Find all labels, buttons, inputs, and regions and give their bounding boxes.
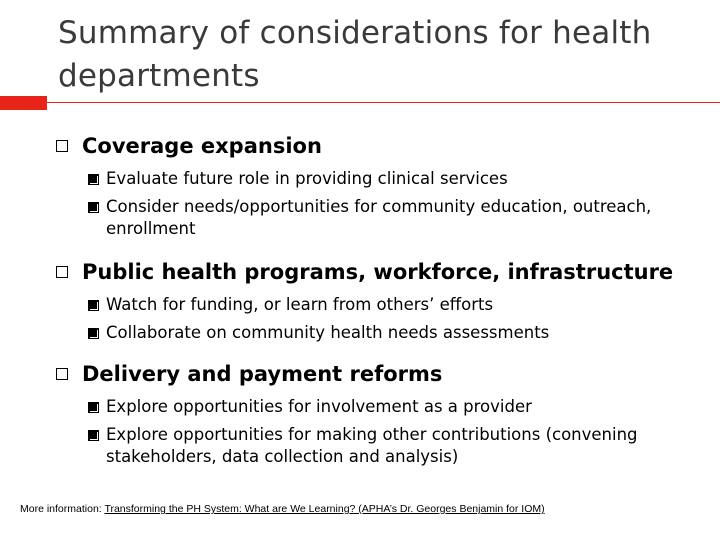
title-divider-line <box>47 102 720 103</box>
section-heading: Coverage expansion <box>82 134 322 158</box>
footer-prefix: More information: <box>20 503 105 515</box>
section-public-health-programs <box>0 258 720 344</box>
sub-bullet <box>88 196 698 240</box>
section-heading-row <box>0 360 720 390</box>
footer-reference-link[interactable]: Transforming the PH System: What are We Learning? (APHA’s Dr. Georges Benjamin for IOM) <box>104 503 545 515</box>
filled-square-bullet-icon <box>88 430 99 441</box>
hollow-square-bullet-icon <box>56 368 68 380</box>
sub-bullet <box>88 294 698 316</box>
section-delivery-payment-reforms <box>0 360 720 468</box>
sub-bullet <box>88 424 698 468</box>
filled-square-bullet-icon <box>88 202 99 213</box>
sub-bullet <box>88 168 698 190</box>
sub-bullet-text: Explore opportunities for involvement as a provider <box>106 397 532 416</box>
sub-bullet <box>88 396 698 418</box>
sub-bullet-text: Watch for funding, or learn from others’ efforts <box>106 295 494 314</box>
filled-square-bullet-icon <box>88 300 99 311</box>
sub-bullet-text: Consider needs/opportunities for community education, outreach, enrollment <box>106 197 652 238</box>
section-heading: Public health programs, workforce, infrastructure <box>82 260 674 284</box>
filled-square-bullet-icon <box>88 328 99 339</box>
sub-bullet-text: Collaborate on community health needs assessments <box>106 323 550 342</box>
footer-more-information <box>20 502 710 516</box>
section-heading-row <box>0 258 720 288</box>
sub-bullet-text: Evaluate future role in providing clinical services <box>106 169 508 188</box>
hollow-square-bullet-icon <box>56 140 68 152</box>
filled-square-bullet-icon <box>88 174 99 185</box>
section-coverage-expansion <box>0 132 720 240</box>
title-accent-bar <box>0 96 47 110</box>
section-heading-row <box>0 132 720 162</box>
sub-bullet <box>88 322 698 344</box>
hollow-square-bullet-icon <box>56 266 68 278</box>
slide-title: Summary of considerations for health departments <box>58 15 652 94</box>
sub-bullet-text: Explore opportunities for making other contributions (convening stakeholders, data collection and analysis) <box>106 425 638 466</box>
section-heading: Delivery and payment reforms <box>82 362 443 386</box>
filled-square-bullet-icon <box>88 402 99 413</box>
